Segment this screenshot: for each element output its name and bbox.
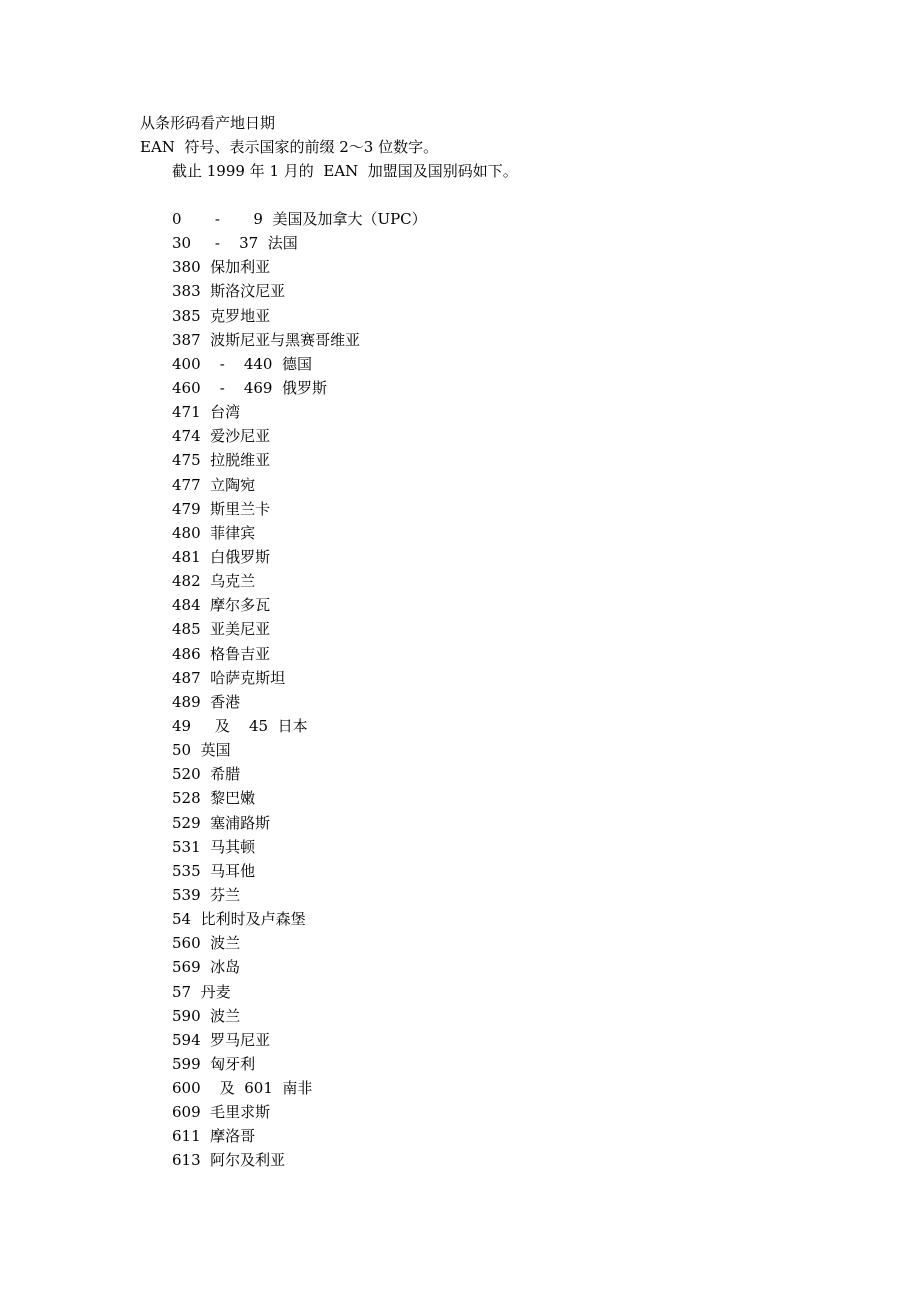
list-item: 539 芬兰 [172, 885, 241, 904]
list-item: 471 台湾 [172, 403, 241, 422]
list-item: 49 及 45 日本 [172, 716, 308, 735]
list-item: 400 - 440 德国 [172, 354, 313, 373]
list-item: 528 黎巴嫩 [172, 789, 256, 808]
list-item: 385 克罗地亚 [172, 306, 271, 325]
list-item: 569 冰岛 [172, 958, 241, 977]
list-item: 485 亚美尼亚 [172, 620, 271, 639]
list-item: 489 香港 [172, 692, 241, 711]
list-item: 590 波兰 [172, 1006, 241, 1025]
list-item: 30 - 37 法国 [172, 234, 298, 253]
list-item: 481 白俄罗斯 [172, 547, 271, 566]
list-item: 387 波斯尼亚与黑赛哥维亚 [172, 330, 361, 349]
intro-paragraph-2: 截止 1999 年 1 月的 EAN 加盟国及国别码如下。 [172, 162, 518, 180]
list-item: 594 罗马尼亚 [172, 1030, 271, 1049]
list-item: 531 马其顿 [172, 837, 256, 856]
list-item: 611 摩洛哥 [172, 1127, 256, 1146]
list-item: 535 马耳他 [172, 861, 256, 880]
list-item: 383 斯洛汶尼亚 [172, 282, 286, 301]
list-item: 460 - 469 俄罗斯 [172, 378, 328, 397]
list-item: 486 格鲁吉亚 [172, 644, 271, 663]
list-item: 0 - 9 美国及加拿大（UPC） [172, 210, 427, 228]
list-item: 50 英国 [172, 741, 231, 760]
list-item: 613 阿尔及利亚 [172, 1151, 286, 1170]
list-item: 54 比利时及卢森堡 [172, 910, 306, 929]
list-item: 487 哈萨克斯坦 [172, 668, 286, 687]
list-item: 474 爱沙尼亚 [172, 427, 271, 446]
list-item: 529 塞浦路斯 [172, 813, 271, 832]
list-item: 609 毛里求斯 [172, 1103, 271, 1122]
list-item: 560 波兰 [172, 934, 241, 953]
document-title: 从条形码看产地日期 [140, 114, 276, 132]
list-item: 380 保加利亚 [172, 258, 271, 277]
list-item: 477 立陶宛 [172, 475, 256, 494]
country-code-list [172, 209, 427, 1175]
list-item: 475 拉脱维亚 [172, 451, 271, 470]
intro-paragraph: EAN 符号、表示国家的前缀 2～3 位数字。 [140, 138, 439, 156]
list-item: 479 斯里兰卡 [172, 499, 271, 518]
list-item: 480 菲律宾 [172, 523, 256, 542]
list-item: 484 摩尔多瓦 [172, 596, 271, 615]
list-item: 599 匈牙利 [172, 1054, 256, 1073]
list-item: 520 希腊 [172, 765, 241, 784]
list-item: 57 丹麦 [172, 982, 231, 1001]
list-item: 600 及 601 南非 [172, 1079, 313, 1098]
list-item: 482 乌克兰 [172, 572, 256, 591]
